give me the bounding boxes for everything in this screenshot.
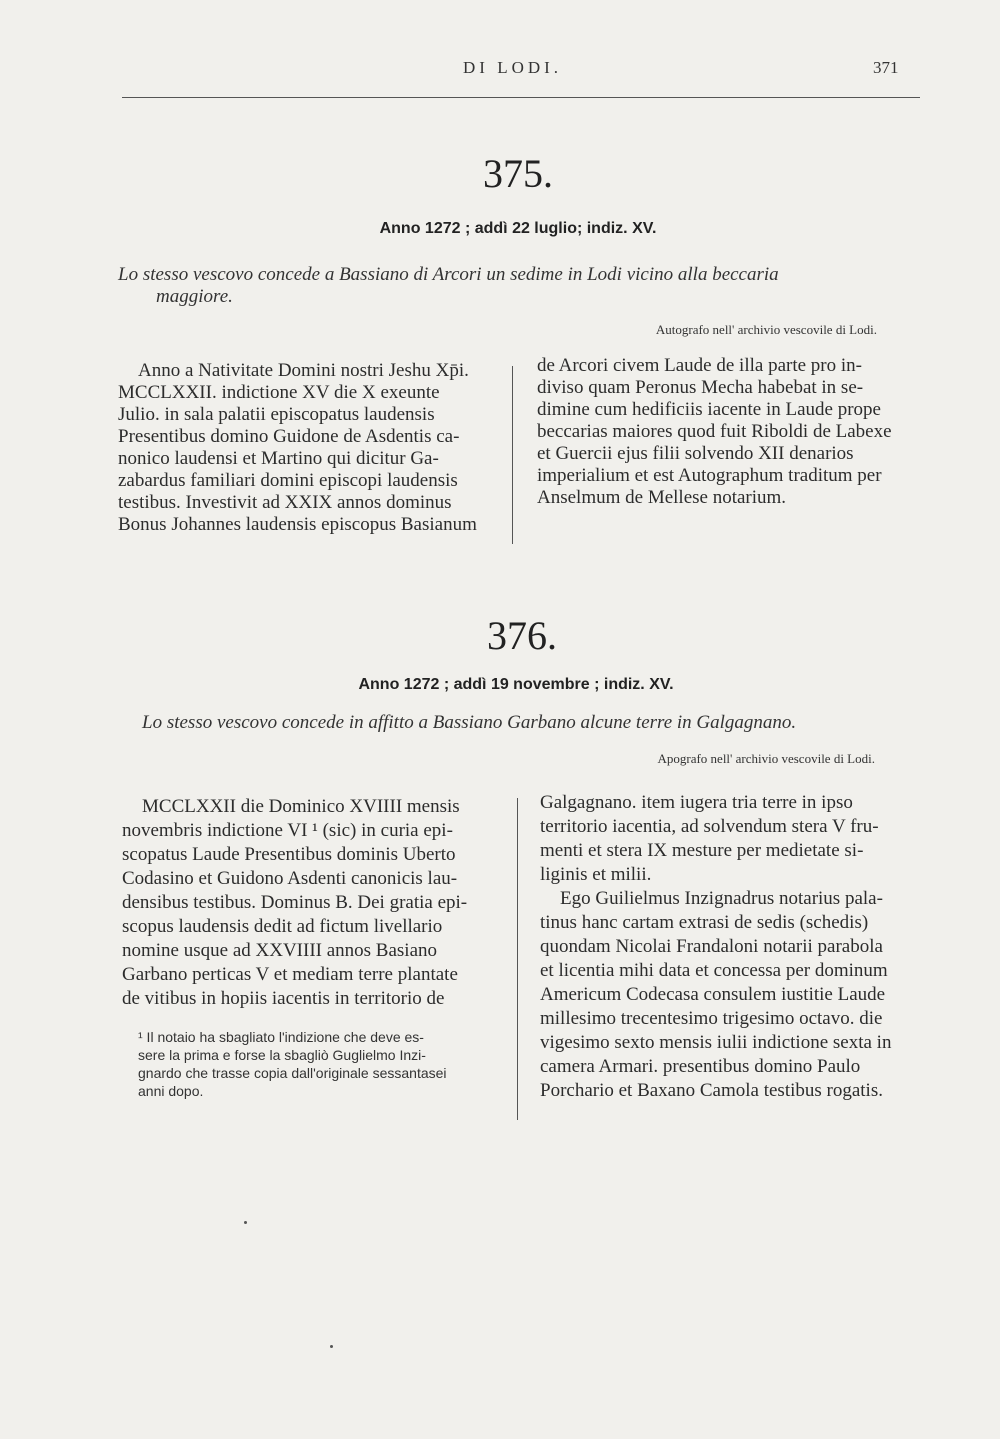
document-date-376: Anno 1272 ; addì 19 novembre ; indiz. XV. <box>358 676 674 693</box>
text-line: vigesimo sexto mensis iulii indictione sexta in <box>540 1032 892 1053</box>
document-summary-375-line2: maggiore. <box>156 286 233 307</box>
document-375-left-column <box>118 360 496 536</box>
text-line: Ego Guilielmus Inzignadrus notarius pala- <box>560 888 883 909</box>
header-rule <box>122 97 920 98</box>
running-title: DI LODI. <box>463 58 563 77</box>
footnote-line: sere la prima e forse la sbagliò Guglielmo Inzi- <box>138 1047 426 1063</box>
column-rule <box>512 366 513 544</box>
document-number-376: 376. <box>487 613 557 658</box>
text-line: dimine cum hedificiis iacente in Laude prope <box>537 399 881 420</box>
text-line: imperialium et est Autographum traditum per <box>537 465 882 486</box>
text-line: Anno a Nativitate Domini nostri Jeshu Xp̄i. <box>138 360 469 381</box>
text-line: novembris indictione VI ¹ (sic) in curia epi- <box>122 820 453 841</box>
text-line: Presentibus domino Guidone de Asdentis ca- <box>118 426 460 447</box>
document-376-right-column <box>540 791 918 1103</box>
text-line: et Guercii ejus filii solvendo XII denarios <box>537 443 854 464</box>
column-rule <box>517 798 518 1120</box>
text-line: testibus. Investivit ad XXIX annos dominus <box>118 492 452 513</box>
text-line: Americum Codecasa consulem iustitie Laude <box>540 984 886 1005</box>
text-line: et licentia mihi data et concessa per dominum <box>540 960 888 981</box>
ink-speck <box>330 1345 333 1348</box>
text-line: Codasino et Guidono Asdenti canonicis lau- <box>122 868 458 889</box>
text-line: scopatus Laude Presentibus dominis Uberto <box>122 844 456 865</box>
document-source-375: Autografo nell' archivio vescovile di Lodi. <box>655 322 877 337</box>
text-line: nonico laudensi et Martino qui dicitur Ga- <box>118 448 439 469</box>
text-line: quondam Nicolai Frandaloni notarii parabola <box>540 936 883 957</box>
text-line: Julio. in sala palatii episcopatus laudensis <box>118 404 435 425</box>
footnote-line: anni dopo. <box>138 1083 204 1099</box>
text-line: camera Armari. presentibus domino Paulo <box>540 1056 861 1077</box>
text-line: scopus laudensis dedit ad fictum livellario <box>122 916 443 937</box>
text-line: Anselmum de Mellese notarium. <box>537 487 787 508</box>
ink-speck <box>244 1221 247 1224</box>
text-line: diviso quam Peronus Mecha habebat in se- <box>537 377 864 398</box>
footnote <box>138 1028 500 1100</box>
text-line: zabardus familiari domini episcopi laudensis <box>118 470 458 491</box>
text-line: MCCLXXII. indictione XV die X exeunte <box>118 382 440 403</box>
text-line: territorio iacentia, ad solvendum stera V fru- <box>540 816 879 837</box>
document-375-right-column <box>537 355 917 509</box>
document-number-375: 375. <box>483 151 553 196</box>
text-line: nomine usque ad XXVIIII annos Basiano <box>122 940 438 961</box>
text-line: de Arcori civem Laude de illa parte pro in- <box>537 355 862 376</box>
text-line: tinus hanc cartam extrasi de sedis (schedis) <box>540 912 869 933</box>
page-number: 371 <box>873 58 899 77</box>
text-line: Porchario et Baxano Camola testibus rogatis. <box>540 1080 883 1101</box>
document-summary-375-line1: Lo stesso vescovo concede a Bassiano di Arcori un sedime in Lodi vicino alla beccaria <box>118 264 779 285</box>
document-date-375: Anno 1272 ; addì 22 luglio; indiz. XV. <box>379 220 657 237</box>
text-line: Garbano perticas V et mediam terre plantate <box>122 964 458 985</box>
text-line: menti et stera IX mesture per medietate si- <box>540 840 864 861</box>
text-line: liginis et milii. <box>540 864 652 885</box>
text-line: millesimo trecentesimo trigesimo octavo. die <box>540 1008 883 1029</box>
document-summary-376: Lo stesso vescovo concede in affitto a Bassiano Garbano alcune terre in Galgagnano. <box>142 712 797 733</box>
text-line: Bonus Johannes laudensis episcopus Basianum <box>118 514 477 535</box>
footnote-line: gnardo che trasse copia dall'originale sessantasei <box>138 1065 447 1081</box>
footnote-line: ¹ Il notaio ha sbagliato l'indizione che deve es- <box>138 1029 424 1045</box>
text-line: de vitibus in hopiis iacentis in territorio de <box>122 988 445 1009</box>
text-line: MCCLXXII die Dominico XVIIII mensis <box>142 796 460 817</box>
text-line: beccarias maiores quod fuit Riboldi de Labexe <box>537 421 892 442</box>
text-line: densibus testibus. Dominus B. Dei gratia epi- <box>122 892 468 913</box>
document-source-376: Apografo nell' archivio vescovile di Lodi. <box>657 751 875 766</box>
document-376-left-column <box>122 795 500 1011</box>
text-line: Galgagnano. item iugera tria terre in ipso <box>540 792 853 813</box>
